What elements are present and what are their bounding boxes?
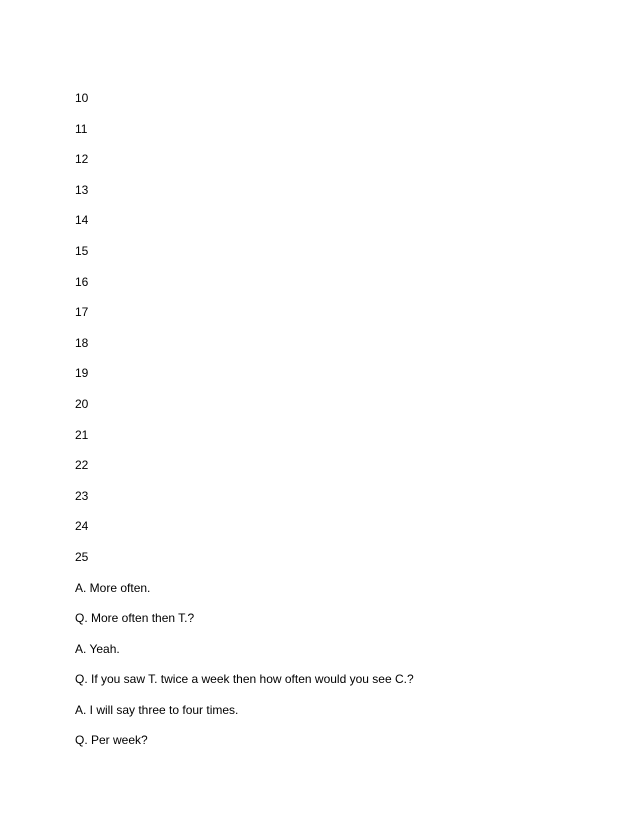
transcript-answer: A. I will say three to four times. xyxy=(75,702,239,717)
transcript-question: Q. More often then T.? xyxy=(75,611,195,626)
line-number: 21 xyxy=(75,427,89,442)
line-number: 15 xyxy=(75,243,89,258)
line-number: 16 xyxy=(75,274,89,289)
transcript-question: Q. Per week? xyxy=(75,733,148,748)
transcript-answer: A. More often. xyxy=(75,580,151,595)
line-number: 13 xyxy=(75,182,89,197)
transcript-lines xyxy=(75,88,414,761)
line-number: 23 xyxy=(75,488,89,503)
line-number: 19 xyxy=(75,366,89,381)
line-number: 24 xyxy=(75,519,89,534)
line-number: 22 xyxy=(75,458,89,473)
line-number: 20 xyxy=(75,396,89,411)
transcript-answer: A. Yeah. xyxy=(75,641,120,656)
line-number: 18 xyxy=(75,335,89,350)
line-number: 25 xyxy=(75,549,89,564)
line-number: 17 xyxy=(75,305,89,320)
line-number: 14 xyxy=(75,213,89,228)
line-number: 11 xyxy=(75,121,88,136)
line-number: 12 xyxy=(75,152,89,167)
line-number: 10 xyxy=(75,91,89,105)
transcript-question: Q. If you saw T. twice a week then how often would you see C.? xyxy=(75,672,414,687)
